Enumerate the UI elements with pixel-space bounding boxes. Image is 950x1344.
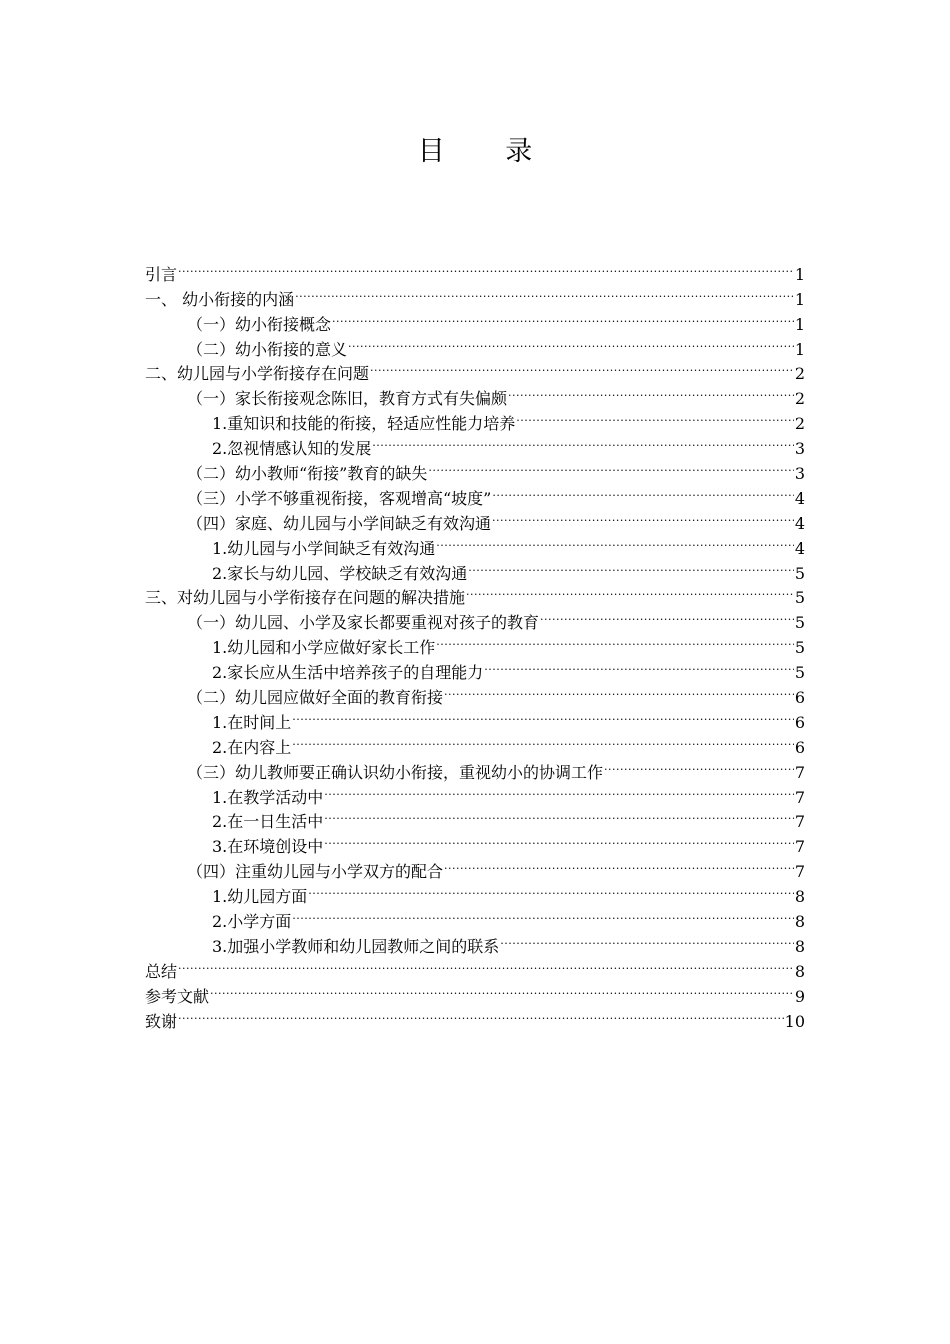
toc-dot-leader: [210, 977, 794, 1002]
toc-dot-leader: [292, 703, 794, 728]
toc-entry-label: 二、幼儿园与小学衔接存在问题: [145, 364, 370, 384]
toc-entry-label: 1.幼儿园方面: [212, 887, 308, 907]
toc-entry[interactable]: [145, 280, 805, 309]
toc-entry-label: 1.重知识和技能的衔接，轻适应性能力培养: [212, 414, 516, 434]
toc-entry-label: 参考文献: [145, 986, 210, 1006]
toc-dot-leader: [292, 728, 794, 753]
toc-entry-page-number: 5: [794, 663, 805, 683]
toc-entry-page-number: 4: [794, 538, 805, 558]
toc-entry-page-number: 1: [794, 264, 805, 284]
toc-entry-label: 2.忽视情感认知的发展: [212, 439, 372, 459]
toc-entry-label: （四）家庭、幼儿园与小学间缺乏有效沟通: [187, 513, 492, 533]
toc-entry-page-number: 7: [794, 787, 805, 807]
toc-entry[interactable]: [145, 1002, 805, 1031]
toc-dot-leader: [436, 628, 794, 653]
toc-entry-page-number: 3: [794, 439, 805, 459]
toc-dot-leader: [372, 429, 794, 454]
toc-entry-page-number: 8: [794, 936, 805, 956]
toc-entry-label: 致谢: [145, 1011, 178, 1031]
toc-entry-page-number: 7: [794, 812, 805, 832]
toc-dot-leader: [540, 603, 794, 628]
toc-entry[interactable]: [145, 255, 805, 284]
toc-entry-page-number: 1: [794, 339, 805, 359]
toc-entry-label: （二）幼小教师“衔接”教育的缺失: [187, 464, 428, 484]
toc-entry-label: （三）小学不够重视衔接，客观增高“坡度”: [187, 488, 492, 508]
toc-dot-leader: [178, 255, 794, 280]
toc-entry-page-number: 9: [794, 986, 805, 1006]
toc-dot-leader: [428, 454, 793, 479]
toc-dot-leader: [508, 379, 794, 404]
toc-dot-leader: [370, 355, 794, 380]
toc-entry[interactable]: [145, 977, 805, 1006]
toc-entry-page-number: 5: [794, 638, 805, 658]
toc-dot-leader: [436, 529, 794, 554]
toc-dot-leader: [324, 827, 794, 852]
toc-entry-label: （三）幼儿教师要正确认识幼小衔接，重视幼小的协调工作: [187, 762, 604, 782]
toc-dot-leader: [444, 852, 794, 877]
toc-entry-page-number: 2: [794, 389, 805, 409]
toc-entry-label: 1.在教学活动中: [212, 787, 324, 807]
toc-entry-label: 2.家长应从生活中培养孩子的自理能力: [212, 663, 484, 683]
toc-dot-leader: [178, 952, 794, 977]
toc-entry-label: （四）注重幼儿园与小学双方的配合: [187, 862, 444, 882]
toc-dot-leader: [332, 305, 794, 330]
toc-dot-leader: [348, 330, 794, 355]
toc-entry-page-number: 5: [794, 563, 805, 583]
toc-dot-leader: [466, 579, 794, 604]
toc-entry-label: 2.在内容上: [212, 737, 292, 757]
toc-dot-leader: [324, 778, 794, 803]
toc-dot-leader: [492, 479, 793, 504]
toc-dot-leader: [308, 877, 794, 902]
toc-entry-page-number: 7: [794, 762, 805, 782]
toc-entry-label: 3.在环境创设中: [212, 837, 324, 857]
toc-entry-page-number: 3: [794, 464, 805, 484]
toc-entry-label: 3.加强小学教师和幼儿园教师之间的联系: [212, 936, 500, 956]
toc-dot-leader: [324, 803, 794, 828]
toc-entry-page-number: 2: [794, 364, 805, 384]
toc-dot-leader: [604, 753, 794, 778]
toc-dot-leader: [444, 678, 794, 703]
toc-entry-label: 三、对幼儿园与小学衔接存在问题的解决措施: [145, 588, 466, 608]
toc-entry-page-number: 6: [794, 712, 805, 732]
toc-entry[interactable]: [145, 952, 805, 981]
toc-entry-label: 2.小学方面: [212, 912, 292, 932]
toc-entry-label: （一）家长衔接观念陈旧，教育方式有失偏颇: [187, 389, 508, 409]
toc-entry-page-number: 8: [794, 961, 805, 981]
toc-entry-page-number: 8: [794, 887, 805, 907]
toc-entry-page-number: 7: [794, 837, 805, 857]
toc-entry-page-number: 2: [794, 414, 805, 434]
toc-entry-label: （二）幼小衔接的意义: [187, 339, 348, 359]
toc-entry-page-number: 10: [784, 1011, 805, 1031]
toc-entry-label: 一、 幼小衔接的内涵: [145, 289, 295, 309]
toc-entry-page-number: 1: [794, 314, 805, 334]
toc-entry-label: 总结: [145, 961, 178, 981]
toc-entry-label: （二）幼儿园应做好全面的教育衔接: [187, 688, 444, 708]
toc-entry-label: 1.在时间上: [212, 712, 292, 732]
toc-entry-label: 2.在一日生活中: [212, 812, 324, 832]
toc-entry-label: 2.家长与幼儿园、学校缺乏有效沟通: [212, 563, 468, 583]
toc-entry-label: 1.幼儿园和小学应做好家长工作: [212, 638, 436, 658]
toc-entry-page-number: 5: [794, 613, 805, 633]
toc-entry-label: （一）幼儿园、小学及家长都要重视对孩子的教育: [187, 613, 540, 633]
toc-dot-leader: [492, 504, 794, 529]
toc-entry-label: （一）幼小衔接概念: [187, 314, 332, 334]
toc-entry-page-number: 4: [794, 513, 805, 533]
toc-dot-leader: [292, 902, 794, 927]
toc-entry-page-number: 4: [794, 488, 805, 508]
toc-entry-page-number: 7: [794, 862, 805, 882]
toc-dot-leader: [178, 1002, 784, 1027]
toc-entry-page-number: 8: [794, 912, 805, 932]
toc-entry-label: 引言: [145, 264, 178, 284]
toc-dot-leader: [484, 653, 794, 678]
toc-entry-page-number: 6: [794, 737, 805, 757]
toc-entry-page-number: 6: [794, 688, 805, 708]
toc-entry-page-number: 1: [794, 289, 805, 309]
table-of-contents: [145, 255, 805, 1031]
toc-title: 目 录: [417, 136, 559, 167]
toc-dot-leader: [516, 404, 794, 429]
toc-entry-page-number: 5: [794, 588, 805, 608]
toc-dot-leader: [500, 927, 794, 952]
toc-dot-leader: [295, 280, 794, 305]
toc-dot-leader: [468, 554, 794, 579]
toc-entry-label: 1.幼儿园与小学间缺乏有效沟通: [212, 538, 436, 558]
